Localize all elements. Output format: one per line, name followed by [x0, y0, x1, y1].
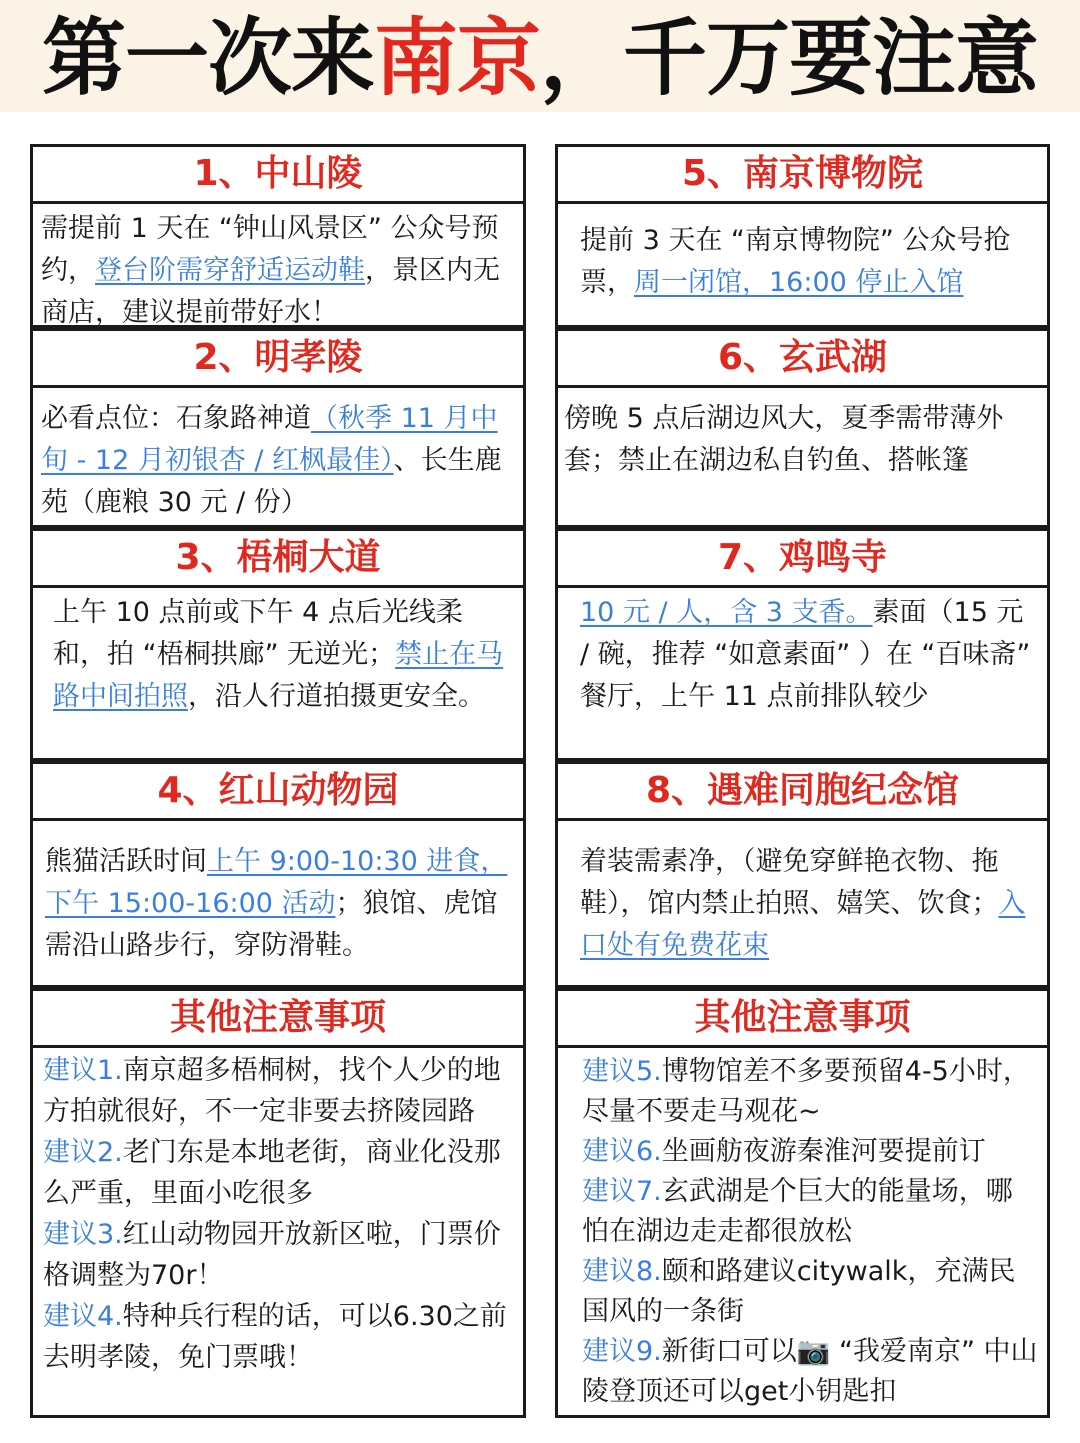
tip-text: 玄武湖是个巨大的能量场，哪怕在湖边走走都很放松: [582, 1176, 1013, 1247]
highlight-text: 上午 9:00-10:30 进食，下午 15:00-16:00 活动: [45, 846, 508, 919]
highlight-text: 10 元 / 人，含 3 支香。: [580, 597, 873, 628]
tip-text: 南京超多梧桐树，找个人少的地方拍就很好，不一定非要去挤陵园路: [43, 1055, 501, 1127]
section-heading: 1、中山陵: [33, 147, 523, 204]
tip-item: [582, 1132, 1039, 1172]
section-memorial-hall: [555, 761, 1050, 988]
section-other-notes-right: [555, 988, 1050, 1418]
section-body: [558, 821, 1047, 985]
tip-item: [582, 1172, 1039, 1252]
tip-text: 颐和路建议citywalk，充满民国风的一条街: [582, 1256, 1016, 1327]
body-text: ，景区内无商店，建议提前带好水！: [41, 255, 500, 328]
tip-label: 建议7.: [582, 1176, 662, 1207]
tip-item: [43, 1296, 515, 1378]
section-body: [33, 588, 523, 758]
section-heading: 其他注意事项: [33, 991, 523, 1048]
body-text: 傍晚 5 点后湖边风大，夏季需带薄外套；禁止在湖边私自钓鱼、搭帐篷: [564, 403, 1004, 476]
tip-item: [582, 1332, 1039, 1412]
tip-item: [43, 1214, 515, 1296]
tip-item: [582, 1252, 1039, 1332]
section-body: [558, 388, 1047, 525]
page-title: [0, 4, 1080, 112]
tip-text: 新街口可以📷 “我爱南京” 中山陵登顶还可以get小钥匙扣: [582, 1336, 1038, 1407]
title-part1: 第一次来: [41, 8, 374, 107]
section-jiming-temple: [555, 528, 1050, 761]
tip-text: 博物馆差不多要预留4-5小时，尽量不要走马观花~: [582, 1056, 1030, 1127]
tip-text: 坐画舫夜游秦淮河要提前订: [661, 1136, 986, 1167]
tip-label: 建议5.: [582, 1056, 662, 1087]
body-text: 素面（15 元 / 碗，推荐 “如意素面” ）在 “百味斋” 餐厅，上午 11 点前排队较少: [580, 597, 1031, 712]
section-body: [33, 388, 523, 525]
highlight-text: （秋季 11 月中旬 - 12 月初银杏 / 红枫最佳）: [41, 403, 498, 476]
tip-label: 建议4.: [43, 1301, 123, 1332]
section-body: [33, 821, 523, 985]
body-text: 着装需素净，（避免穿鲜艳衣物、拖鞋），馆内禁止拍照、嬉笑、饮食；: [580, 846, 999, 919]
body-text: 必看点位：石象路神道: [41, 403, 311, 434]
tip-label: 建议8.: [582, 1256, 662, 1287]
section-heading: 5、南京博物院: [558, 147, 1047, 204]
tip-item: [582, 1052, 1039, 1132]
section-mingxiaoling: [30, 328, 526, 528]
tip-item: [43, 1050, 515, 1132]
section-heading: 7、鸡鸣寺: [558, 531, 1047, 588]
section-heading: 3、梧桐大道: [33, 531, 523, 588]
section-heading: 6、玄武湖: [558, 331, 1047, 388]
section-other-notes-left: [30, 988, 526, 1418]
section-hongshan-zoo: [30, 761, 526, 988]
tips-list: [558, 1048, 1047, 1415]
section-body: [558, 204, 1047, 325]
tip-label: 建议2.: [43, 1137, 123, 1168]
tip-label: 建议9.: [582, 1336, 662, 1367]
body-text: 需提前 1 天在 “钟山风景区” 公众号预约，: [41, 213, 499, 286]
section-heading: 2、明孝陵: [33, 331, 523, 388]
tip-label: 建议3.: [43, 1219, 123, 1250]
section-wutong-avenue: [30, 528, 526, 761]
section-xuanwu-lake: [555, 328, 1050, 528]
highlight-text: 周一闭馆，16:00 停止入馆: [634, 267, 964, 298]
highlight-text: 禁止在马路中间拍照: [53, 639, 504, 712]
section-body: [33, 204, 523, 328]
body-text: 、长生鹿苑（鹿粮 30 元 / 份）: [41, 445, 502, 518]
section-heading: 4、红山动物园: [33, 764, 523, 821]
section-nanjing-museum: [555, 144, 1050, 328]
tip-text: 老门东是本地老街，商业化没那么严重，里面小吃很多: [43, 1137, 501, 1209]
body-text: 上午 10 点前或下午 4 点后光线柔和，拍 “梧桐拱廊” 无逆光；: [53, 597, 463, 670]
tip-label: 建议1.: [43, 1055, 123, 1086]
tip-item: [43, 1132, 515, 1214]
title-highlight: 南京: [373, 8, 540, 107]
body-text: 提前 3 天在 “南京博物院” 公众号抢票，: [580, 225, 1011, 298]
title-part3: ，千万要注意: [540, 8, 1039, 107]
section-body: [558, 588, 1047, 758]
body-text: ，沿人行道拍摄更安全。: [188, 681, 485, 712]
section-heading: 8、遇难同胞纪念馆: [558, 764, 1047, 821]
section-zhongshanling: [30, 144, 526, 328]
body-text: 熊猫活跃时间: [45, 846, 207, 877]
body-text: ；狼馆、虎馆需沿山路步行，穿防滑鞋。: [45, 888, 498, 961]
tip-text: 红山动物园开放新区啦，门票价格调整为70r！: [43, 1219, 501, 1291]
tips-list: [33, 1048, 523, 1415]
tip-label: 建议6.: [582, 1136, 662, 1167]
section-heading: 其他注意事项: [558, 991, 1047, 1048]
highlight-text: 入口处有免费花束: [580, 888, 1026, 961]
highlight-text: 登台阶需穿舒适运动鞋: [95, 255, 365, 286]
tip-text: 特种兵行程的话，可以6.30之前去明孝陵，免门票哦！: [43, 1301, 507, 1373]
